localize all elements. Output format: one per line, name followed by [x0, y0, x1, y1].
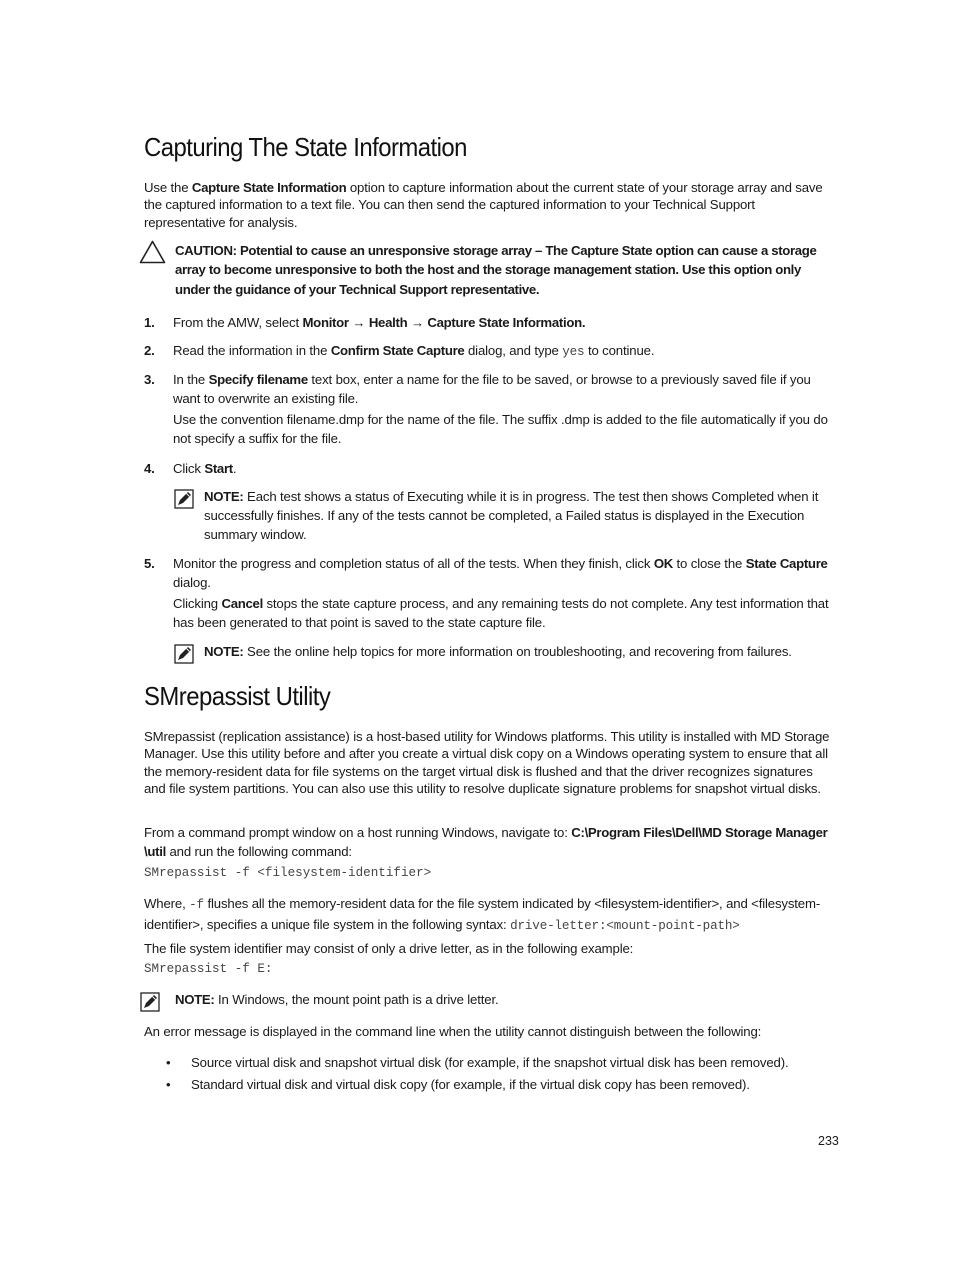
step-text-part: text box, enter a name for the file to be saved, or browse to a previously saved file if you want to overwrite an existing file.: [173, 372, 811, 406]
step-text-part: In the: [173, 372, 209, 387]
button-name: Start: [204, 461, 233, 476]
arrow: →: [407, 315, 428, 330]
step-extra-text: Use the convention filename.dmp for the name of the file. The suffix .dmp is added to the file automatically if you do not specify a suffix for the file.: [173, 412, 828, 446]
para-text: flushes all the memory-resident data for the file system indicated by <filesystem-identifier>, and <filesystem-identifier>, specifies a unique file system in the following syntax:: [144, 896, 821, 932]
menu-monitor: Monitor: [302, 315, 349, 330]
dialog-name: State Capture: [745, 556, 828, 571]
intro-text: Use the: [144, 180, 192, 195]
bullet-icon: •: [166, 1077, 171, 1092]
note-step-4: [204, 487, 838, 544]
step-text-part: From the AMW, select: [173, 315, 303, 330]
identifier-paragraph: The file system identifier may consist of only a drive letter, as in the following example:: [144, 941, 634, 956]
pencil-note-icon: [174, 644, 194, 664]
smrepassist-description: SMrepassist (replication assistance) is a host-based utility for Windows platforms. This utility is installed with MD Storage Manager. Use this utility before and after you create a virtual disk copy on a Windows operating system to ensure that all the memory-resident data for file systems on the target virtual disk is flushed and that the driver recognizes signatures and file system partitions. You can also use this utility to resolve duplicate signature problems for snapshot virtual disks.: [144, 729, 830, 797]
step-text-part: stops the state capture process, and any remaining tests do not complete. Any test information that has been generated to that point is saved to the state capture file.: [173, 596, 829, 630]
menu-health: Health: [368, 315, 408, 330]
step-text: [173, 313, 840, 332]
note-label: NOTE:: [175, 992, 215, 1007]
step-number: 2.: [144, 343, 155, 358]
error-paragraph: An error message is displayed in the command line when the utility cannot distinguish between the following:: [144, 1024, 762, 1039]
step-number: 5.: [144, 556, 155, 571]
step-text-part: Click: [173, 461, 205, 476]
note-mount-point: [175, 990, 835, 1009]
step-number: 3.: [144, 372, 155, 387]
note-label: NOTE:: [204, 644, 244, 659]
step-text-part: Monitor the progress and completion status of all of the tests. When they finish, click: [173, 556, 654, 571]
step-number: 1.: [144, 315, 155, 330]
arrow: →: [348, 315, 369, 330]
inline-code: -f: [189, 898, 204, 912]
step-text-part: dialog, and type: [464, 343, 563, 358]
install-path: C:\Program Files\Dell\MD Storage Manager \util: [144, 825, 828, 859]
step-text-part: Clicking: [173, 596, 222, 611]
intro-paragraph: [144, 179, 834, 231]
intro-text-cont: option to capture information about the current state of your storage array and save the captured information to a text file. You can then send the captured information to your Technical Support representative for analysis.: [144, 180, 823, 230]
section-heading: SMrepassist Utility: [144, 681, 331, 711]
step-text-part: .: [232, 461, 237, 476]
command-example-2: SMrepassist -f E:: [144, 962, 273, 976]
list-item-text: Standard virtual disk and virtual disk copy (for example, if the virtual disk copy has been removed).: [191, 1077, 750, 1092]
pencil-note-icon: [140, 992, 160, 1012]
note-text: In Windows, the mount point path is a drive letter.: [214, 992, 499, 1007]
button-name: Cancel: [221, 596, 263, 611]
step-text-part: dialog.: [173, 575, 211, 590]
note-step-5: [204, 642, 838, 661]
step-text: [173, 341, 840, 362]
para-text: and run the following command:: [165, 844, 352, 859]
inline-code: yes: [562, 345, 585, 359]
section-heading: Capturing The State Information: [144, 132, 467, 162]
where-paragraph: [144, 894, 834, 936]
step-text: [173, 554, 840, 592]
inline-code: drive-letter:<mount-point-path>: [510, 919, 740, 933]
step-text-part: to close the: [673, 556, 746, 571]
dialog-name: Confirm State Capture: [330, 343, 465, 358]
para-text: From a command prompt window on a host running Windows, navigate to:: [144, 825, 572, 840]
note-label: NOTE:: [204, 489, 244, 504]
step-text-part: to continue.: [584, 343, 655, 358]
para-text: Where,: [144, 896, 190, 911]
step-text-part: Read the information in the: [173, 343, 331, 358]
pencil-note-icon: [174, 489, 194, 509]
navigate-paragraph: [144, 823, 834, 861]
note-text: See the online help topics for more information on troubleshooting, and recovering from failures.: [243, 644, 792, 659]
list-item-text: Source virtual disk and snapshot virtual disk (for example, if the snapshot virtual disk has been removed).: [191, 1055, 789, 1070]
field-name: Specify filename: [208, 372, 308, 387]
warning-triangle-icon: [139, 240, 166, 264]
button-name: OK: [653, 556, 674, 571]
intro-bold-term: Capture State Information: [191, 180, 347, 195]
step-text: [173, 459, 840, 478]
step-number: 4.: [144, 461, 155, 476]
bullet-icon: •: [166, 1055, 171, 1070]
menu-capture-state: Capture State Information.: [427, 315, 586, 330]
step-extra-text: [173, 594, 840, 632]
page-number: 233: [818, 1134, 839, 1148]
caution-text: CAUTION: Potential to cause an unresponsive storage array – The Capture State option can cause a storage array to become unresponsive to both the host and the storage management station. Use this option only under the guidance of your Technical Support representative.: [175, 243, 817, 297]
step-text: [173, 370, 840, 408]
command-example-1: SMrepassist -f <filesystem-identifier>: [144, 866, 432, 880]
note-text: Each test shows a status of Executing while it is in progress. The test then shows Completed when it successfully finishes. If any of the tests cannot be completed, a Failed status is displayed in the Execution summary window.: [204, 489, 819, 542]
